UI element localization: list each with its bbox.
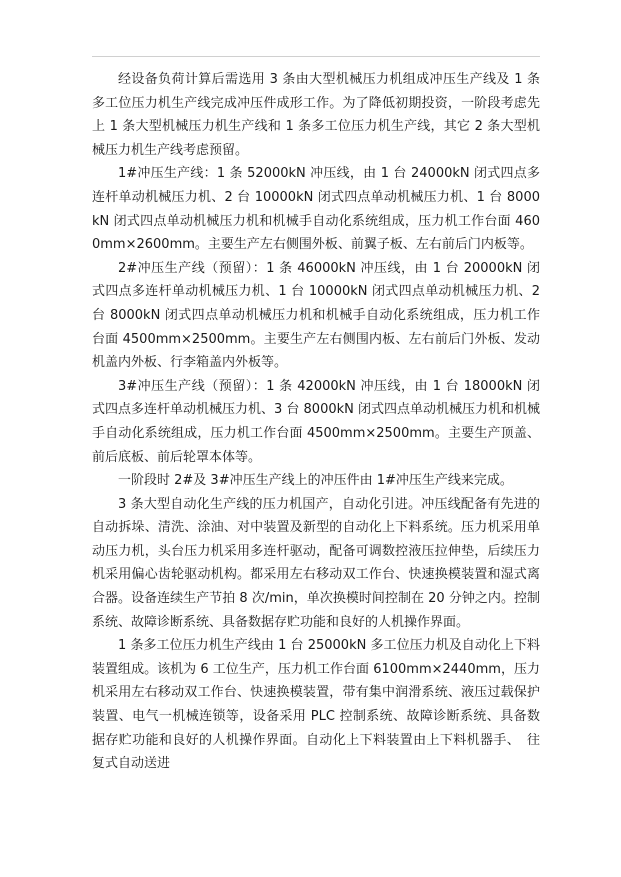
paragraph-line-2: 2#冲压生产线（预留）：1 条 46000kN 冲压线，由 1 台 20000kN 闭式四点多连杆单动机械压力机、1 台 10000kN 闭式四点单动机械压力机、2 台 8000kN 闭式四点单动机械压力机和机械手自动化系统组成，压力机工作台面 4500mm×2500mm。主要生产左右侧围内板、左右前后门外板、发动机盖内外板、行李箱盖内外板等。 xyxy=(92,260,540,371)
document-body xyxy=(92,68,540,776)
header-rule xyxy=(92,56,540,57)
paragraph-line-3: 3#冲压生产线（预留）：1 条 42000kN 冲压线，由 1 台 18000kN 闭式四点多连杆单动机械压力机、3 台 8000kN 闭式四点单动机械压力机和机械手自动化系统组成，压力机工作台面 4500mm×2500mm。主要生产顶盖、前后底板、前后轮罩本体等。 xyxy=(92,378,541,465)
paragraph-line-1: 1#冲压生产线：1 条 52000kN 冲压线，由 1 台 24000kN 闭式四点多连杆单动机械压力机、2 台 10000kN 闭式四点单动机械压力机、1 台 8000kN 闭式四点单动机械压力机和机械手自动化系统组成，压力机工作台面 4600mm×2600mm。主要生产左右侧围外板、前翼子板、左右前后门内板等。 xyxy=(92,166,540,253)
paragraph-multistation: 1 条多工位压力机生产线由 1 台 25000kN 多工位压力机及自动化上下料装置组成。该机为 6 工位生产，压力机工作台面 6100mm×2440mm，压力机采用左右移动双工作台、快速换模装置，带有集中润滑系统、液压过载保护装置、电气一机械连锁等，设备采用 PLC 控制系统、故障诊断系统、具备数据存贮功能和良好的人机操作界面。自动化上下料装置由上下料机器手、 往复式自动送进 xyxy=(92,638,540,772)
paragraph-intro: 经设备负荷计算后需选用 3 条由大型机械压力机组成冲压生产线及 1 条多工位压力机生产线完成冲压件成形工作。为了降低初期投资，一阶段考虑先上 1 条大型机械压力机生产线和 1 条多工位压力机生产线，其它 2 条大型机械压力机生产线考虑预留。 xyxy=(92,72,540,158)
paragraph-automation: 3 条大型自动化生产线的压力机国产，自动化引进。冲压线配备有先进的自动拆垛、清洗、涂油、对中装置及新型的自动化上下料系统。压力机采用单动压力机，头台压力机采用多连杆驱动，配备可调数控液压拉伸垫，后续压力机采用偏心齿轮驱动机构。都采用左右移动双工作台、快速换模装置和湿式离合器。设备连续生产节拍 8 次/min，单次换模时间控制在 20 分钟之内。控制系统、故障诊断系统、具备数据存贮功能和良好的人机操作界面。 xyxy=(92,496,540,630)
paragraph-phase-one: 一阶段时 2#及 3#冲压生产线上的冲压件由 1#冲压生产线来完成。 xyxy=(118,473,513,489)
